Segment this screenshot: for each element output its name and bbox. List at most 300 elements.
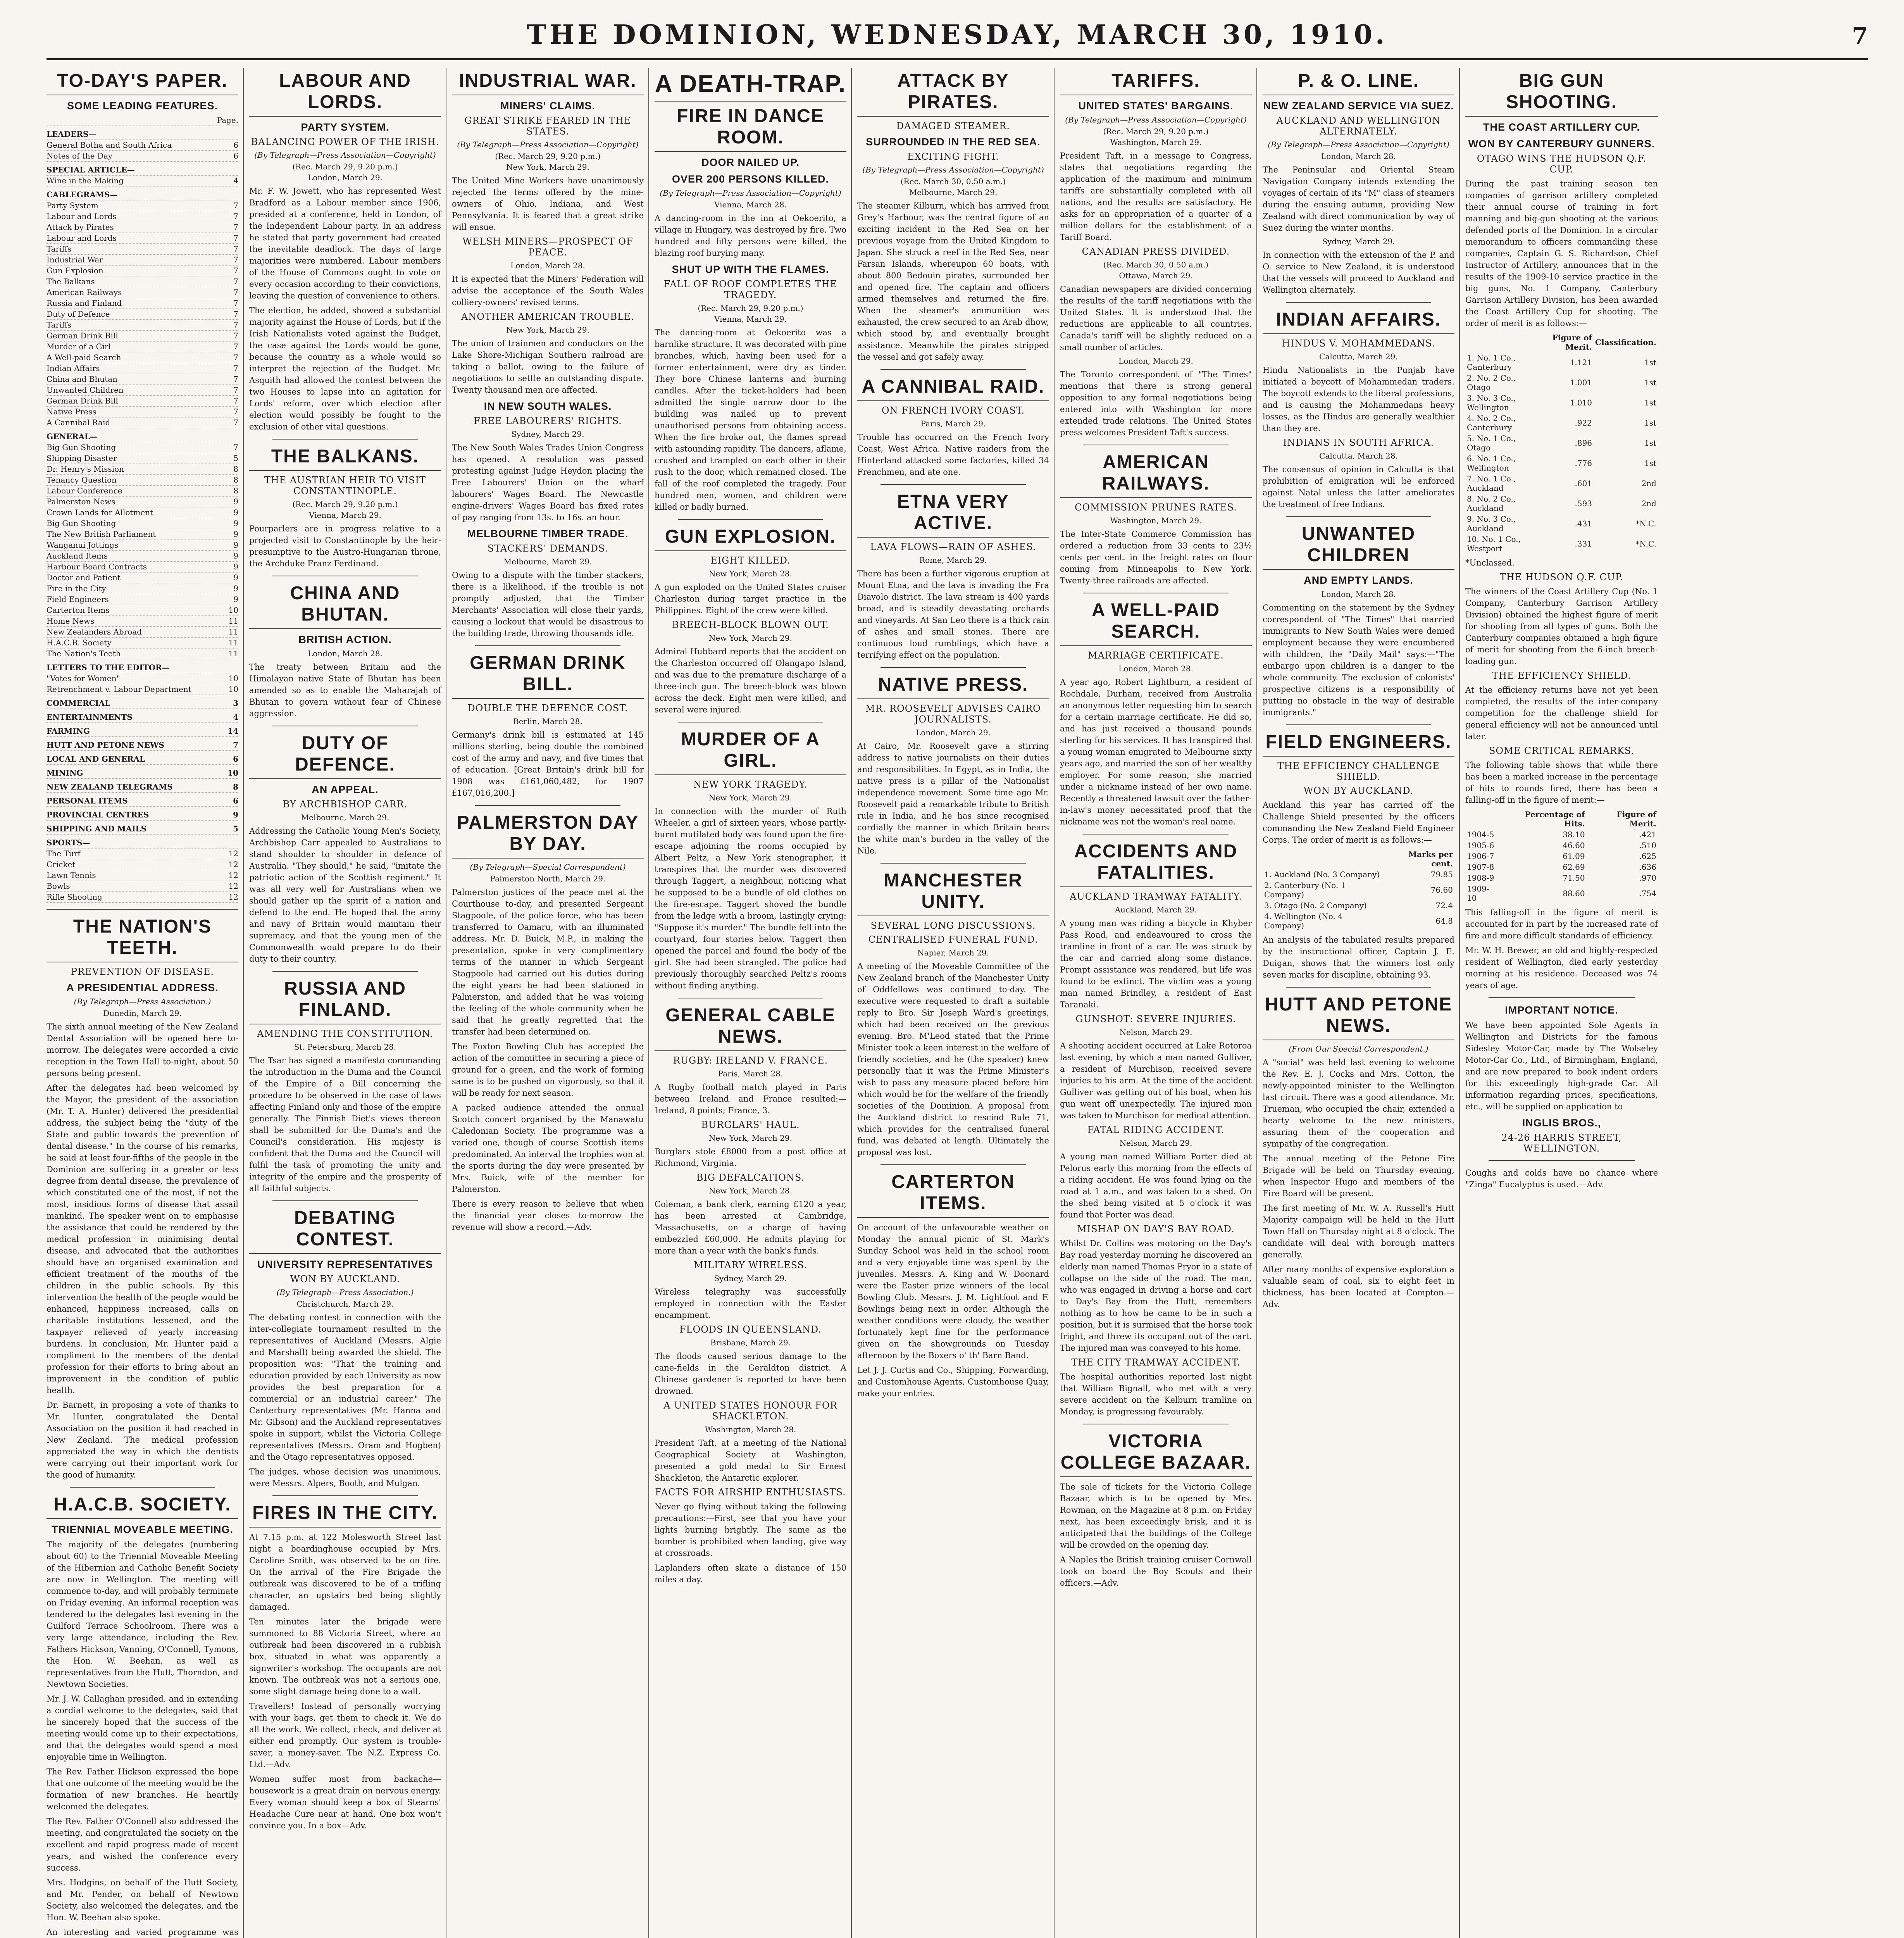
- column-5: [857, 68, 1055, 1938]
- po-byline: (By Telegraph—Press Association—Copyright): [1268, 140, 1449, 149]
- table-cell: .776: [1575, 459, 1592, 468]
- index-row: [47, 396, 238, 407]
- deathtrap-date: Vienna, March 28.: [714, 200, 787, 209]
- col8-adv: Coughs and colds have no chance where "Zinga" Eucalyptus is used.—Adv.: [1465, 1168, 1658, 1189]
- index-row: [47, 431, 238, 442]
- indian-body: Hindu Nationalists in the Punjab have initiated a boycott of Mohammedan traders. The boycott extends to the liberal professions, and is causing the Mohammedans heavy losses, as the Hindus are generally wealthier than they are.: [1263, 366, 1454, 433]
- melb-date: Melbourne, March 29.: [503, 557, 592, 566]
- balkans-title: THE BALKANS.: [249, 446, 441, 471]
- index-page: 3: [233, 698, 238, 708]
- index-page: 5: [233, 453, 238, 463]
- table-cell: 46.60: [1563, 841, 1585, 850]
- index-page: 7: [233, 277, 238, 286]
- field-title: FIELD ENGINEERS.: [1263, 731, 1454, 757]
- hacb-sub: TRIENNIAL MOVEABLE MEETING.: [51, 1524, 234, 1535]
- table-row: [1465, 840, 1658, 851]
- table-cell: .625: [1639, 852, 1656, 861]
- index-page: 9: [233, 540, 238, 550]
- party-body-2: The election, he added, showed a substantial majority against the House of Lords, but if the Irish Nationalists voted against the Budget, the case against the Lords would be gone, because the country as a whole would so interpret the rejection of the Budget. Mr. Asquith had allowed the contest between the two Houses to lapse into an agitation for Lords' reform, over which election after election would possibly be fought to the exclusion of other vital questions.: [249, 306, 441, 431]
- floods-sub: FLOODS IN QUEENSLAND.: [679, 1324, 822, 1335]
- london-body: The Toronto correspondent of "The Times" mentions that there is strong general opposition to any formal negotiations being entered into with Washington for more extended trade relations. The United States press welcomes President Taft's success.: [1060, 370, 1252, 437]
- gun-title: GUN EXPLOSION.: [655, 526, 846, 551]
- defal-body: Coleman, a bank clerk, earning £120 a year, has been arrested at Cambridge, Massachusetts, on a charge of having embezzled £60,000. He admits playing for more than a year with the bank's funds.: [655, 1200, 846, 1255]
- page-number: 7: [1852, 22, 1868, 50]
- index-page: 7: [233, 298, 238, 308]
- index-label: Labour and Lords: [47, 212, 117, 221]
- unwanted-body: Commenting on the statement by the Sydney correspondent of "The Times" that married immigrants to New South Wales were denied employment because they were encumbered with children, the "Daily Mail" says:—"The embargo upon children is a danger to the whole community. The exclusion of colonists' prospective citizens is a responsibility of putting no obstacle in the way of desirable immigrants.": [1263, 603, 1454, 717]
- sa-date: Calcutta, March 28.: [1319, 451, 1398, 460]
- pirates-body: The steamer Kilburn, which has arrived from Grey's Harbour, was the central figure of an exciting incident in the Red Sea on her previous voyage from the United Kingdom to Japan. She struck a reef in the Red Sea, near Farsan Islands, whereupon 60 boats, with about 800 Bedouin pirates, surrounded her and opened fire. The captain and officers armed themselves and returned the fire. When the steamer's ammunition was exhausted, the crew secured to an Arab dhow, which stood by, and eventually brought assistance. Meanwhile the pirates stripped the vessel and got safely away.: [857, 201, 1049, 362]
- index-label: FARMING: [47, 726, 90, 736]
- table-cell: 1st: [1644, 358, 1656, 367]
- duty-title: DUTY OF DEFENCE.: [249, 733, 441, 779]
- table-cell: 1908-9: [1467, 873, 1494, 883]
- crit-body-2: This falling-off in the figure of merit is accounted for in part by the increased rate of fire and more difficult standards of efficiency.: [1465, 908, 1658, 940]
- field-cell-name: 4. Wellington (No. 4 Company): [1264, 912, 1343, 930]
- index-page: 8: [233, 486, 238, 495]
- index-row: [47, 464, 238, 475]
- rugby-date: Paris, March 28.: [718, 1069, 783, 1078]
- index-page: 9: [233, 595, 238, 604]
- index-row: [47, 540, 238, 551]
- index-row: [47, 151, 238, 162]
- pirates-sub2: SURROUNDED IN THE RED SEA.: [866, 136, 1041, 148]
- airship-body: Never go flying without taking the following precautions:—First, see that you have your lights burning brightly. The same as the bomber is prohibited when landing, give way at crossroads.: [655, 1502, 846, 1558]
- index-label: Lawn Tennis: [47, 871, 96, 880]
- murder-date: New York, March 29.: [709, 793, 792, 802]
- table-row: [1263, 911, 1454, 931]
- index-label: HUTT AND PETONE NEWS: [47, 740, 164, 750]
- index-label: LETTERS TO THE EDITOR—: [47, 663, 170, 672]
- mishap-sub: MISHAP ON DAY'S BAY ROAD.: [1077, 1224, 1235, 1235]
- acc1-sub: AUCKLAND TRAMWAY FATALITY.: [1070, 891, 1242, 902]
- balkans-date: Vienna, March 29.: [309, 510, 381, 520]
- table-cell: *N.C.: [1635, 539, 1656, 548]
- cannibal-title: A CANNIBAL RAID.: [857, 376, 1049, 401]
- column-8: [1465, 68, 1663, 1938]
- index-label: Labour Conference: [47, 486, 122, 495]
- index-row: [47, 407, 238, 417]
- etna-date: Rome, March 29.: [919, 555, 987, 565]
- crit-body: The following table shows that while there has been a marked increase in the percentage of hits to rounds fired, there has been a falling-off in the figure of merit:—: [1465, 760, 1658, 805]
- industrial-byline: (By Telegraph—Press Association—Copyright): [457, 140, 639, 149]
- po-body: The Peninsular and Oriental Steam Navigation Company intends extending the voyages of certain of its "M" class of steamers during the ensuing autumn, providing New Zealand with direct communication by way of Suez during the winter months.: [1263, 165, 1454, 233]
- index-label: SPECIAL ARTICLE—: [47, 165, 135, 174]
- unwanted-sub: AND EMPTY LANDS.: [1304, 574, 1413, 586]
- palm-body-3: A packed audience attended the annual Scotch concert organised by the Manawatu Caledonian Society. The programme was a varied one, though of course Scottish items predominated. An interval the trophies won at the sports during the day were presented by Mrs. Buick, wife of the member for Palmerston.: [452, 1103, 644, 1194]
- party-byline: (By Telegraph—Press Association—Copyright): [254, 150, 436, 160]
- field-body: Auckland this year has carried off the Challenge Shield presented by the officers commanding the New Zealand Field Engineer Corps. The order of merit is as follows:—: [1263, 800, 1454, 845]
- table-header: Classification.: [1595, 338, 1656, 347]
- hutt-title: HUTT AND PETONE NEWS.: [1263, 994, 1454, 1040]
- index-list: [47, 115, 238, 903]
- index-label: Labour and Lords: [47, 233, 117, 243]
- col4-adv: Laplanders often skate a distance of 150 miles a day.: [655, 1563, 846, 1584]
- table-cell: .593: [1575, 499, 1592, 508]
- po-sydney-date: Sydney, March 29.: [1322, 237, 1395, 246]
- biggun-sub3: OTAGO WINS THE HUDSON Q.F. CUP.: [1477, 153, 1647, 175]
- index-label: Russia and Finland: [47, 298, 122, 308]
- table-cell: 5. No. 1 Co., Otago: [1467, 434, 1516, 452]
- duty-date: Melbourne, March 29.: [301, 813, 389, 822]
- wireless-body: Wireless telegraphy was successfully employed in connection with the Easter encampment.: [655, 1287, 846, 1320]
- table-row: [1465, 872, 1658, 883]
- table-cell: .896: [1575, 438, 1592, 448]
- index-label: Carterton Items: [47, 605, 110, 615]
- etna-title: ETNA VERY ACTIVE.: [857, 491, 1049, 538]
- index-page: 8: [233, 464, 238, 474]
- index-label: Big Gun Shooting: [47, 519, 116, 528]
- index-label: Shipping Disaster: [47, 453, 117, 463]
- table-row: [1465, 433, 1658, 453]
- gun-sub2: BREECH-BLOCK BLOWN OUT.: [672, 619, 829, 630]
- teeth-body-3: Dr. Barnett, in proposing a vote of thanks to Mr. Hunter, congratulated the Dental Association on the position it had reached in New Zealand. The medical profession appreciated the way in which the dentists were carrying out their important work for the good of humanity.: [47, 1400, 238, 1479]
- debating-sub1: UNIVERSITY REPRESENTATIVES: [257, 1259, 433, 1270]
- wireless-date: Sydney, March 29.: [714, 1274, 787, 1283]
- russia-body: The Tsar has signed a manifesto commanding the introduction in the Duma and the Council of the Empire of a Bill concerning the procedure to be observed in the case of laws affecting Finland only and those of the empire generally. The Finnish Diet's views thereon shall be submitted for the Duma's and the Council's consideration. His majesty is confident that the Duma and the Council will fulfil the task of promoting the unity and integrity of the empire and the prosperity of all faithful subjects.: [249, 1056, 441, 1193]
- teeth-byline: (By Telegraph—Press Association.): [74, 997, 211, 1006]
- table-cell: .421: [1639, 830, 1656, 839]
- duty-body: Addressing the Catholic Young Men's Society, Archbishop Carr appealed to Australians to stand shoulder to shoulder in defence of Australia. "They should," he said, "imitate the patriotic action of the Scottish regiment." It was all very well for Australians when we should gather up the spirit of a nation and defend to the end. He hoped that the army and navy of Britain would maintain their supremacy, and that the young men of the Commonwealth would prepare to do their duty to their country.: [249, 826, 441, 964]
- index-label: The Turf: [47, 849, 81, 858]
- table-row: [1465, 514, 1658, 534]
- index-page: 7: [233, 385, 238, 395]
- index-page: 9: [233, 573, 238, 582]
- table-cell: 1905-6: [1467, 841, 1494, 850]
- biggun-body: During the past training season ten companies of garrison artillery completed their annual course of training in fort manning and big-gun shooting at the various defended ports of the Dominion. In a circular memorandum to officers commanding these companies, Captain G. S. Richardson, Chief Instructor of Artillery, announces that in the results of the 1909-10 service practice in the big guns, No. 1 Company, Canterbury Garrison Artillery Division, has been awarded the Coast Artillery Cup for shooting. The order of merit is as follows:—: [1465, 179, 1658, 328]
- table-cell: .754: [1639, 889, 1656, 898]
- col6-adv: A Naples the British training cruiser Cornwall took on board the Boy Scouts and their officers.—Adv.: [1060, 1555, 1252, 1588]
- col5-adv: Let J. J. Curtis and Co., Shipping, Forwarding, and Customhouse Agents, Customhouse Quay, make your entries.: [857, 1366, 1049, 1398]
- index-row: [47, 838, 238, 848]
- tariffs-body: President Taft, in a message to Congress, states that negotiations regarding the application of the maximum and minimum tariffs are substantially completed with all nations, and the results are satisfactory. He asks for an appropriation of a quarter of a million dollars for the establishment of a Tariff Board.: [1060, 151, 1252, 242]
- rugby-sub: RUGBY: IRELAND V. FRANCE.: [673, 1055, 828, 1066]
- welsh-sub: WELSH MINERS—PROSPECT OF PEACE.: [462, 236, 633, 258]
- pct-table: [1465, 809, 1658, 903]
- index-label: SPORTS—: [47, 838, 90, 847]
- col3-adv: There is every reason to believe that when the financial year closes to-morrow the revenue will show a record.—Adv.: [452, 1199, 644, 1232]
- industrial-sub2: GREAT STRIKE FEARED IN THE STATES.: [464, 115, 631, 137]
- index-label: Field Engineers: [47, 595, 109, 604]
- index-label: PROVINCIAL CENTRES: [47, 810, 149, 819]
- index-page: 7: [233, 288, 238, 297]
- honour-sub: A UNITED STATES HONOUR FOR SHACKLETON.: [663, 1400, 837, 1422]
- table-cell: 1st: [1644, 378, 1656, 387]
- index-label: Tenancy Question: [47, 475, 117, 484]
- search-body: A year ago, Robert Lightburn, a resident of Rochdale, Durham, received from Australia an anonymous letter requesting him to search for a certain marriage certificate. He did so, and has just received a thousand pounds sterling for his services. It has transpired that a young woman emigrated to Melbourne sixty years ago, and married the son of her wealthy employer. For some reason, she married under a nickname instead of her own name. Recently a threatened lawsuit over the father-in-law's money necessitated proof that the nickname was not the woman's real name.: [1060, 678, 1252, 826]
- field-sub2: WON BY AUCKLAND.: [1303, 785, 1414, 796]
- index-row: [47, 848, 238, 859]
- index-row: [47, 255, 238, 266]
- pirates-sub1: DAMAGED STEAMER.: [896, 121, 1010, 131]
- debating-byline: (By Telegraph—Press Association.): [276, 1288, 414, 1297]
- airship-sub: FACTS FOR AIRSHIP ENTHUSIASTS.: [655, 1487, 846, 1498]
- index-label: Duty of Defence: [47, 309, 110, 319]
- index-row: [47, 782, 238, 793]
- index-page: 6: [233, 754, 238, 764]
- bazaar-body: The sale of tickets for the Victoria College Bazaar, which is to be opened by Mrs. Rowman, on the Magazine at 8 p.m. on Friday next, has been exceedingly brisk, and it is anticipated that the buildings of the College will be crowded on the opening day.: [1060, 1482, 1252, 1550]
- index-page: 7: [233, 266, 238, 275]
- tariffs-date: Washington, March 29.: [1110, 138, 1202, 147]
- index-label: Doctor and Patient: [47, 573, 121, 582]
- bazaar-title: VICTORIA COLLEGE BAZAAR.: [1060, 1431, 1252, 1477]
- index-label: Home News: [47, 616, 95, 626]
- index-label: LOCAL AND GENERAL: [47, 754, 145, 764]
- deathtrap-sub4: SHUT UP WITH THE FLAMES.: [672, 264, 829, 275]
- unwanted-date: London, March 28.: [1321, 590, 1396, 599]
- index-label: Tariffs: [47, 244, 72, 253]
- teeth-body-2: After the delegates had been welcomed by the Mayor, the president of the association (Mr. T. A. Hunter) delivered the presidential address, the subject being the "duty of the State and public towards the prevention of dental disease." In the course of his remarks, he said at least four-fifths of the people in the Dominion are suffering in a greater or less degree from dental disease, the prevalence of which constituted one of the most, if not the most, insidious forms of disease that assail mankind. The speaker went on to emphasise the assistance that could be rendered by the medical profession in minimising dental disease, and advocated that the authorities should have an organised examination and efficient treatment of the mouths of the children in the public schools. By this intervention the health of the people would be enhanced, happiness increased, calls on charitable institutions lessened, and the taxpayer relieved of yearly increasing burdens. In conclusion, Mr. Hunter paid a compliment to the members of the dental profession for their efforts to bring about an improvement in the condition of public health.: [47, 1083, 238, 1395]
- index-label: Native Press: [47, 407, 96, 416]
- tariffs-sub: UNITED STATES' BARGAINS.: [1078, 100, 1234, 112]
- china-sub: BRITISH ACTION.: [298, 634, 392, 645]
- defal-sub: BIG DEFALCATIONS.: [696, 1172, 805, 1183]
- teeth-title: THE NATION'S TEETH.: [47, 916, 238, 962]
- hudson-sub: THE HUDSON Q.F. CUP.: [1499, 572, 1623, 583]
- german-sub: DOUBLE THE DEFENCE COST.: [467, 703, 628, 714]
- acc1-date: Auckland, March 29.: [1115, 905, 1197, 914]
- po-title: P. & O. LINE.: [1263, 70, 1454, 95]
- china-title: CHINA AND BHUTAN.: [249, 583, 441, 629]
- german-body: Germany's drink bill is estimated at 145 millions sterling, being double the combined cost of the army and navy, and five times that of education. [Great Britain's drink bill for 1908 was £161,060,482, for 1907 £167,016,200.]: [452, 730, 644, 798]
- index-page: 11: [228, 638, 238, 647]
- index-row: [47, 881, 238, 892]
- index-label: Palmerston News: [47, 497, 115, 506]
- index-row: [47, 726, 238, 737]
- etna-sub: LAVA FLOWS—RAIN OF ASHES.: [870, 541, 1036, 552]
- acc3-date: Nelson, March 29.: [1119, 1138, 1192, 1148]
- manchester-sub: SEVERAL LONG DISCUSSIONS.: [870, 920, 1036, 931]
- index-label: "Votes for Women": [47, 674, 120, 683]
- another-body: The union of trainmen and conductors on the Lake Shore-Michigan Southern railroad are taking a ballot, owing to the failure of negotiations to settle an outstanding dispute. Twenty thousand men are affected.: [452, 339, 644, 395]
- melb-sub: MELBOURNE TIMBER TRADE.: [467, 528, 629, 540]
- index-row: [47, 244, 238, 255]
- field-cell-val: 76.60: [1430, 885, 1453, 895]
- index-row: [47, 673, 238, 684]
- index-page: 7: [233, 309, 238, 319]
- index-label: A Well-paid Search: [47, 353, 121, 362]
- index-page: 12: [228, 881, 238, 891]
- acc2-body: A shooting accident occurred at Lake Rotoroa last evening, by which a man named Gulliver, a resident of Murchison, received severe injuries to his arm. At the time of the accident Gulliver was getting out of his boat, when his gun went off unexpectedly. The injured man was taken to Murchison for medical attention.: [1060, 1041, 1252, 1120]
- table-cell: 2. No. 2 Co., Otago: [1467, 373, 1516, 392]
- nsw-sub: IN NEW SOUTH WALES.: [484, 400, 612, 412]
- manchester-body: A meeting of the Moveable Committee of the New Zealand branch of the Manchester Unity of Oddfellows was continued to-day. The executive were requested to draft a suitable reply to Bro. Sir Joseph Ward's greetings, which had been received on the previous evening. Bro. M'Leod stated that the Prime Minister took a keen interest in the welfare of friendly societies, and he (the speaker) knew personally that it was the Prime Minister's wish to pass any measure placed before him which would be for the welfare of the friendly societies of the Dominion. A proposal from the Auckland district to rescind Rule 71, which provides for the centralised funeral fund, was debated at length. Ultimately the proposal was lost.: [857, 962, 1049, 1157]
- index-page: 7: [233, 320, 238, 329]
- notice-firm: INGLIS BROS.,: [1522, 1117, 1601, 1129]
- index-page: 4: [233, 712, 238, 722]
- table-row: [1465, 862, 1658, 872]
- table-cell: 1st: [1644, 398, 1656, 407]
- index-row: [47, 287, 238, 298]
- german-date: Berlin, March 28.: [513, 717, 582, 726]
- table-cell: 1909-10: [1467, 884, 1489, 903]
- melb-sub2: STACKERS' DEMANDS.: [487, 543, 608, 554]
- index-label: COMMERCIAL: [47, 698, 110, 708]
- index-label: PERSONAL ITEMS: [47, 796, 128, 805]
- defal-date: New York, March 28.: [709, 1186, 792, 1195]
- field-cell-val: 72.4: [1435, 901, 1453, 910]
- newspaper-title: THE DOMINION, WEDNESDAY, MARCH 30, 1910.: [527, 19, 1388, 50]
- table-cell: 88.60: [1563, 889, 1585, 898]
- index-row: [47, 518, 238, 529]
- index-label: MINING: [47, 768, 83, 778]
- index-label: The Balkans: [47, 277, 95, 286]
- columns: [47, 68, 1868, 1938]
- index-page: 10: [228, 674, 238, 683]
- field-cell-name: 1. Auckland (No. 3 Company): [1264, 870, 1380, 879]
- mishap-body: Whilst Dr. Collins was motoring on the Day's Bay road yesterday morning he discovered an elderly man named Thomas Pryor in a state of collapse on the side of the road. The man, who was engaged in driving a horse and cart to Day's Bay from the Hutt, remembers nothing as to how he came to be in such a position, but it is surmised that the horse took fright, and threw its occupant out of the cart. The injured man was conveyed to his home.: [1060, 1239, 1252, 1353]
- index-page: 7: [233, 374, 238, 384]
- index-row: [47, 824, 238, 835]
- table-cell: .636: [1639, 862, 1656, 872]
- index-label: NEW ZEALAND TELEGRAMS: [47, 782, 173, 791]
- index-page: 7: [233, 418, 238, 427]
- index-row: [47, 233, 238, 244]
- table-cell: 2nd: [1641, 499, 1656, 508]
- london-date: London, March 29.: [1118, 356, 1193, 366]
- index-label: Wine in the Making: [47, 176, 124, 185]
- index-row: [47, 810, 238, 821]
- field-sub: THE EFFICIENCY CHALLENGE SHIELD.: [1277, 760, 1440, 782]
- index-page: 9: [233, 497, 238, 506]
- canadian-date: Ottawa, March 29.: [1119, 271, 1193, 280]
- cup-table: [1465, 332, 1658, 554]
- deathtrap-body-1: A dancing-room in the inn at Oekoerito, a village in Hungary, was destroyed by fire. Two hundred and fifty persons were killed, the blazing roof burying many.: [655, 214, 846, 258]
- party-rec: (Rec. March 29, 9.20 p.m.): [292, 162, 398, 171]
- hutt-body-2: The annual meeting of the Petone Fire Brigade will be held on Thursday evening, when Inspector Hugo and members of the Fire Board will be present.: [1263, 1154, 1454, 1198]
- index-label: American Railways: [47, 288, 122, 297]
- index-row: [47, 712, 238, 723]
- index-label: Industrial War: [47, 255, 103, 264]
- pirates-title: ATTACK BY PIRATES.: [857, 70, 1049, 117]
- indian-sub: HINDUS V. MOHAMMEDANS.: [1282, 338, 1435, 349]
- index-page: 7: [233, 396, 238, 405]
- table-cell: .601: [1575, 479, 1592, 488]
- deathtrap-sub1: FIRE IN DANCE ROOM.: [655, 105, 846, 152]
- table-header: Figure of Merit.: [1616, 810, 1656, 828]
- native-sub: MR. ROOSEVELT ADVISES CAIRO JOURNALISTS.: [865, 703, 1041, 725]
- russia-sub: AMENDING THE CONSTITUTION.: [257, 1028, 433, 1039]
- table-cell: 61.09: [1563, 852, 1585, 861]
- index-label: German Drink Bill: [47, 331, 118, 340]
- index-label: Tariffs: [47, 320, 72, 329]
- acc3-sub: FATAL RIDING ACCIDENT.: [1087, 1124, 1225, 1135]
- hacb-body-3: The Rev. Father Hickson expressed the hope that one outcome of the meeting would be the formation of new branches. He heartily welcomed the delegates.: [47, 1767, 238, 1811]
- murder-body: In connection with the murder of Ruth Wheeler, a girl of sixteen years, whose partly-burnt mutilated body was found upon the fire-escape adjoining the rooms occupied by Albert Peltz, a New York stenographer, it transpires that the murder was discovered through Taggert, a neighbour, noticing what he supposed to be a bundle of old clothes on the fire-escape. Taggert shoved the bundle from the ledge with a broom, lastingly crying: "Suppose it's murder." The bundle fell into the courtyard, four stories below. Taggert then opened the parcel and found the body of the girl. She had been strangled. The police had previously thoroughly searched Peltz's rooms without finding anything.: [655, 807, 846, 990]
- field-body-2: An analysis of the tabulated results prepared by the instructional officer, Captain J. E. Duigan, shows that the winners lost only seven marks for discipline, obtaining 93.: [1263, 935, 1454, 979]
- table-row: [1465, 851, 1658, 862]
- table-cell: 10. No. 1 Co., Westport: [1467, 535, 1521, 553]
- table-row: [1263, 900, 1454, 911]
- index-page: 7: [233, 212, 238, 221]
- german-title: GERMAN DRINK BILL.: [452, 652, 644, 699]
- column-2: [249, 68, 446, 1938]
- index-row: [47, 298, 238, 309]
- canadian-rec: (Rec. March 30, 0.50 a.m.): [1103, 260, 1209, 269]
- labour-title: LABOUR AND LORDS.: [249, 70, 441, 117]
- index-page: 5: [233, 824, 238, 833]
- canadian-sub: CANADIAN PRESS DIVIDED.: [1082, 246, 1230, 257]
- fires-adv-2: Women suffer most from backache—housework is a great drain on nervous energy. Every woman should keep a box of Stearns' Headache Cure near at hand. One box won't convince you. In a box—Adv.: [249, 1774, 441, 1830]
- table-cell: 1.010: [1570, 398, 1592, 407]
- table-row: [1465, 829, 1658, 840]
- railways-sub: COMMISSION PRUNES RATES.: [1075, 502, 1237, 513]
- sa-body: The consensus of opinion in Calcutta is that prohibition of emigration will be enforced against Natal unless the latter ameliorates the treatment of free Indians.: [1263, 465, 1454, 509]
- teeth-dateline: Dunedin, March 29.: [103, 1009, 182, 1018]
- index-page: 12: [228, 892, 238, 902]
- table-cell: 1st: [1644, 459, 1656, 468]
- index-label: Fire in the City: [47, 584, 106, 593]
- po-sydney-body: In connection with the extension of the P. and O. service to New Zealand, it is understood that the vessels will proceed to Auckland and Wellington alternately.: [1263, 250, 1454, 295]
- floods-body: The floods caused serious damage to the cane-fields in the Geraldton district. A Chinese gardener is reported to have been drowned.: [655, 1352, 846, 1396]
- index-row: [47, 165, 238, 176]
- index-row: [47, 385, 238, 396]
- index-label: ENTERTAINMENTS: [47, 712, 133, 722]
- index-page: 7: [233, 331, 238, 340]
- column-1: [47, 68, 244, 1938]
- wireless-sub: MILITARY WIRELESS.: [694, 1260, 807, 1271]
- palm-body-2: The Foxton Bowling Club has accepted the action of the committee in securing a piece of ground for a green, and the work of forming same is to be pushed on vigorously, so that it will be ready for next season.: [452, 1042, 644, 1098]
- teeth-body-1: The sixth annual meeting of the New Zealand Dental Association will be opened here to-morrow. The delegates were accorded a civic reception in the Town Hall to-night, about 50 persons being present.: [47, 1022, 238, 1078]
- index-page: 7: [233, 443, 238, 452]
- column-4: [655, 68, 852, 1938]
- index-row: [47, 352, 238, 363]
- index-label: Retrenchment v. Labour Department: [47, 685, 191, 694]
- index-page: 9: [233, 551, 238, 560]
- gun-body-2: Admiral Hubbard reports that the accident on the Charleston occurred off Olangapo Island, and was due to the premature discharge of a three-inch gun. The breech-block was blown across the deck. Eight men were killed, and several were injured.: [655, 647, 846, 714]
- palm-byline: (By Telegraph—Special Correspondent): [470, 862, 626, 872]
- table-cell: 9. No. 3 Co., Auckland: [1467, 514, 1516, 533]
- table-cell: 71.50: [1563, 873, 1585, 883]
- index-row: [47, 859, 238, 870]
- china-date: London, March 28.: [308, 649, 383, 658]
- index-row: [47, 594, 238, 605]
- table-row: [1465, 393, 1658, 413]
- debating-title: DEBATING CONTEST.: [249, 1207, 441, 1254]
- index-page: 7: [233, 255, 238, 264]
- index-page: 7: [233, 201, 238, 210]
- table-header: [1465, 809, 1501, 829]
- index-page: 12: [228, 849, 238, 858]
- table-cell: 1906-7: [1467, 852, 1494, 861]
- index-label: Notes of the Day: [47, 151, 113, 160]
- indian-title: INDIAN AFFAIRS.: [1263, 309, 1454, 334]
- index-label: General Botha and South Africa: [47, 140, 172, 150]
- index-row: [47, 562, 238, 572]
- etna-body: There has been a further vigorous eruption at Mount Etna, and the lava is invading the Fra Diavolo district. The lava stream is 400 yards broad, and is steadily devastating orchards and vineyards. At San Leo there is a thick rain of ashes and small stones. There are continuous loud rumblings, which have a terrifying effect on the population.: [857, 569, 1049, 660]
- index-row: [47, 453, 238, 464]
- pirates-sub3: EXCITING FIGHT.: [907, 151, 999, 162]
- index-page: 6: [233, 151, 238, 160]
- index-label: Harbour Board Contracts: [47, 562, 147, 571]
- index-row: [47, 605, 238, 616]
- burglars-date: New York, March 29.: [709, 1133, 792, 1143]
- debating-sub2: WON BY AUCKLAND.: [290, 1274, 400, 1285]
- index-page: 14: [227, 726, 238, 736]
- column-7: [1263, 68, 1460, 1938]
- balkans-body: Pourparlers are in progress relative to a projected visit to Constantinople by the heir-presumptive to the Austro-Hungarian throne, the Archduke Franz Ferdinand.: [249, 524, 441, 568]
- table-row: [1465, 534, 1658, 554]
- carterton-body: On account of the unfavourable weather on Monday the annual picnic of St. Mark's Sunday School was held in the school room and a very enjoyable time was spent by the juveniles. Messrs. A. King and W. Doonard were the Easter prize winners of the local Bowling Club. Messrs. J. M. Lightfoot and F. Bowlings being next in order. Although the weather conditions were cloudy, the weather fortunately kept fine for the performance given on the showgrounds on Tuesday afternoon by the Boxers o' th' Barn Band.: [857, 1223, 1049, 1360]
- notice-addr: 24-26 HARRIS STREET, WELLINGTON.: [1501, 1132, 1622, 1154]
- index-page: 11: [228, 616, 238, 626]
- native-date: London, March 29.: [916, 728, 991, 737]
- index-label: SHIPPING AND MAILS: [47, 824, 147, 833]
- deathtrap-rec: (Rec. March 29, 9.20 p.m.): [698, 303, 803, 313]
- index-row: [47, 551, 238, 562]
- party-sub2: BALANCING POWER OF THE IRISH.: [251, 136, 439, 147]
- duty-sub2: BY ARCHBISHOP CARR.: [283, 799, 408, 810]
